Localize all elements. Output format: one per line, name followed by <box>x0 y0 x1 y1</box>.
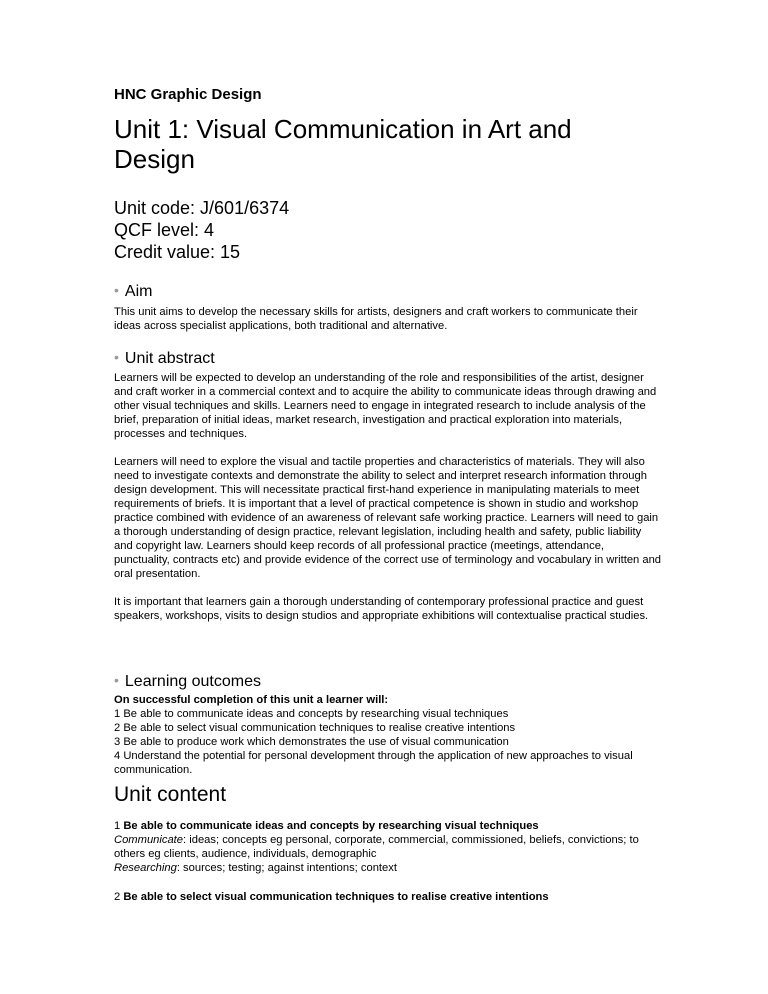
abstract-body <box>114 371 662 623</box>
content-1-title: Be able to communicate ideas and concepts by researching visual techniques <box>123 820 539 832</box>
credit-value: Credit value: 15 <box>114 242 241 262</box>
communicate-text: : ideas; concepts eg personal, corporate, commercial, commissioned, beliefs, convictions; to others eg clients, audience, individuals, demographic <box>114 834 639 860</box>
content-1-heading <box>114 819 662 833</box>
content-2-title: Be able to select visual communication techniques to realise creative intentions <box>123 891 549 903</box>
communicate-entry <box>114 833 662 861</box>
outcomes-heading <box>114 670 662 692</box>
content-section-1 <box>114 819 662 875</box>
programme-title: HNC Graphic Design <box>114 86 262 103</box>
unit-title: Unit 1: Visual Communication in Art and Design <box>114 114 572 174</box>
bullet-icon: • <box>114 349 119 365</box>
abstract-paragraph: Learners will be expected to develop an understanding of the role and responsibilities of the artist, designer and craft worker in a commercial context and to acquire the ability to communicate ideas through drawing and other visual techniques and skills. Learners need to engage in integrated research to include analysis of the brief, preparation of initial ideas, market research, investigation and practical exploration into materials, processes and techniques. <box>114 372 657 440</box>
aim-heading-text: Aim <box>124 283 153 300</box>
outcome-item: 4 Understand the potential for personal development through the application of new approaches to visual communication. <box>114 750 633 776</box>
abstract-paragraph: It is important that learners gain a thorough understanding of contemporary professional practice and guest speakers, workshops, visits to design studios and appropriate exhibitions will contextualise practical studies. <box>114 596 649 622</box>
abstract-section <box>114 347 662 637</box>
unit-meta <box>114 197 289 263</box>
researching-text: : sources; testing; against intentions; context <box>176 862 397 874</box>
bullet-icon: • <box>114 282 119 298</box>
communicate-term: Communicate <box>114 834 184 846</box>
outcomes-body <box>114 693 662 777</box>
content-section-2 <box>114 890 662 904</box>
abstract-heading-text: Unit abstract <box>124 350 215 367</box>
content-2-number: 2 <box>114 891 124 903</box>
outcome-item: 1 Be able to communicate ideas and concepts by researching visual techniques <box>114 708 509 720</box>
researching-term: Researching <box>114 862 177 874</box>
unit-content-heading: Unit content <box>114 783 227 806</box>
aim-heading <box>114 280 662 302</box>
outcomes-heading-text: Learning outcomes <box>124 673 261 690</box>
unit-code: Unit code: J/601/6374 <box>114 198 290 218</box>
aim-text: This unit aims to develop the necessary skills for artists, designers and craft workers to communicate their ideas across specialist applications, both traditional and alternative. <box>114 306 638 332</box>
outcomes-section <box>114 670 662 777</box>
aim-section <box>114 280 662 333</box>
researching-entry <box>114 861 662 875</box>
bullet-icon: • <box>114 672 119 688</box>
outcomes-intro: On successful completion of this unit a learner will: <box>114 694 389 706</box>
abstract-heading <box>114 347 662 369</box>
content-1-number: 1 <box>114 820 124 832</box>
content-2-heading <box>114 890 662 904</box>
outcome-item: 2 Be able to select visual communication techniques to realise creative intentions <box>114 722 516 734</box>
outcome-item: 3 Be able to produce work which demonstrates the use of visual communication <box>114 736 509 748</box>
abstract-paragraph: Learners will need to explore the visual and tactile properties and characteristics of materials. They will also need to investigate contexts and demonstrate the ability to select and interpret research information through design development. This will necessitate practical first-hand experience in manipulating materials to meet requirements of briefs. It is important that a level of practical competence is shown in studio and workshop practice combined with evidence of an awareness of relevant safe working practice. Learners will need to gain a thorough understanding of design practice, relevant legislation, including health and safety, public liability and copyright law. Learners should keep records of all professional practice (meetings, attendance, punctuality, contracts etc) and provide evidence of the correct use of terminology and vocabulary in written and oral presentation. <box>114 456 662 580</box>
qcf-level: QCF level: 4 <box>114 220 215 240</box>
